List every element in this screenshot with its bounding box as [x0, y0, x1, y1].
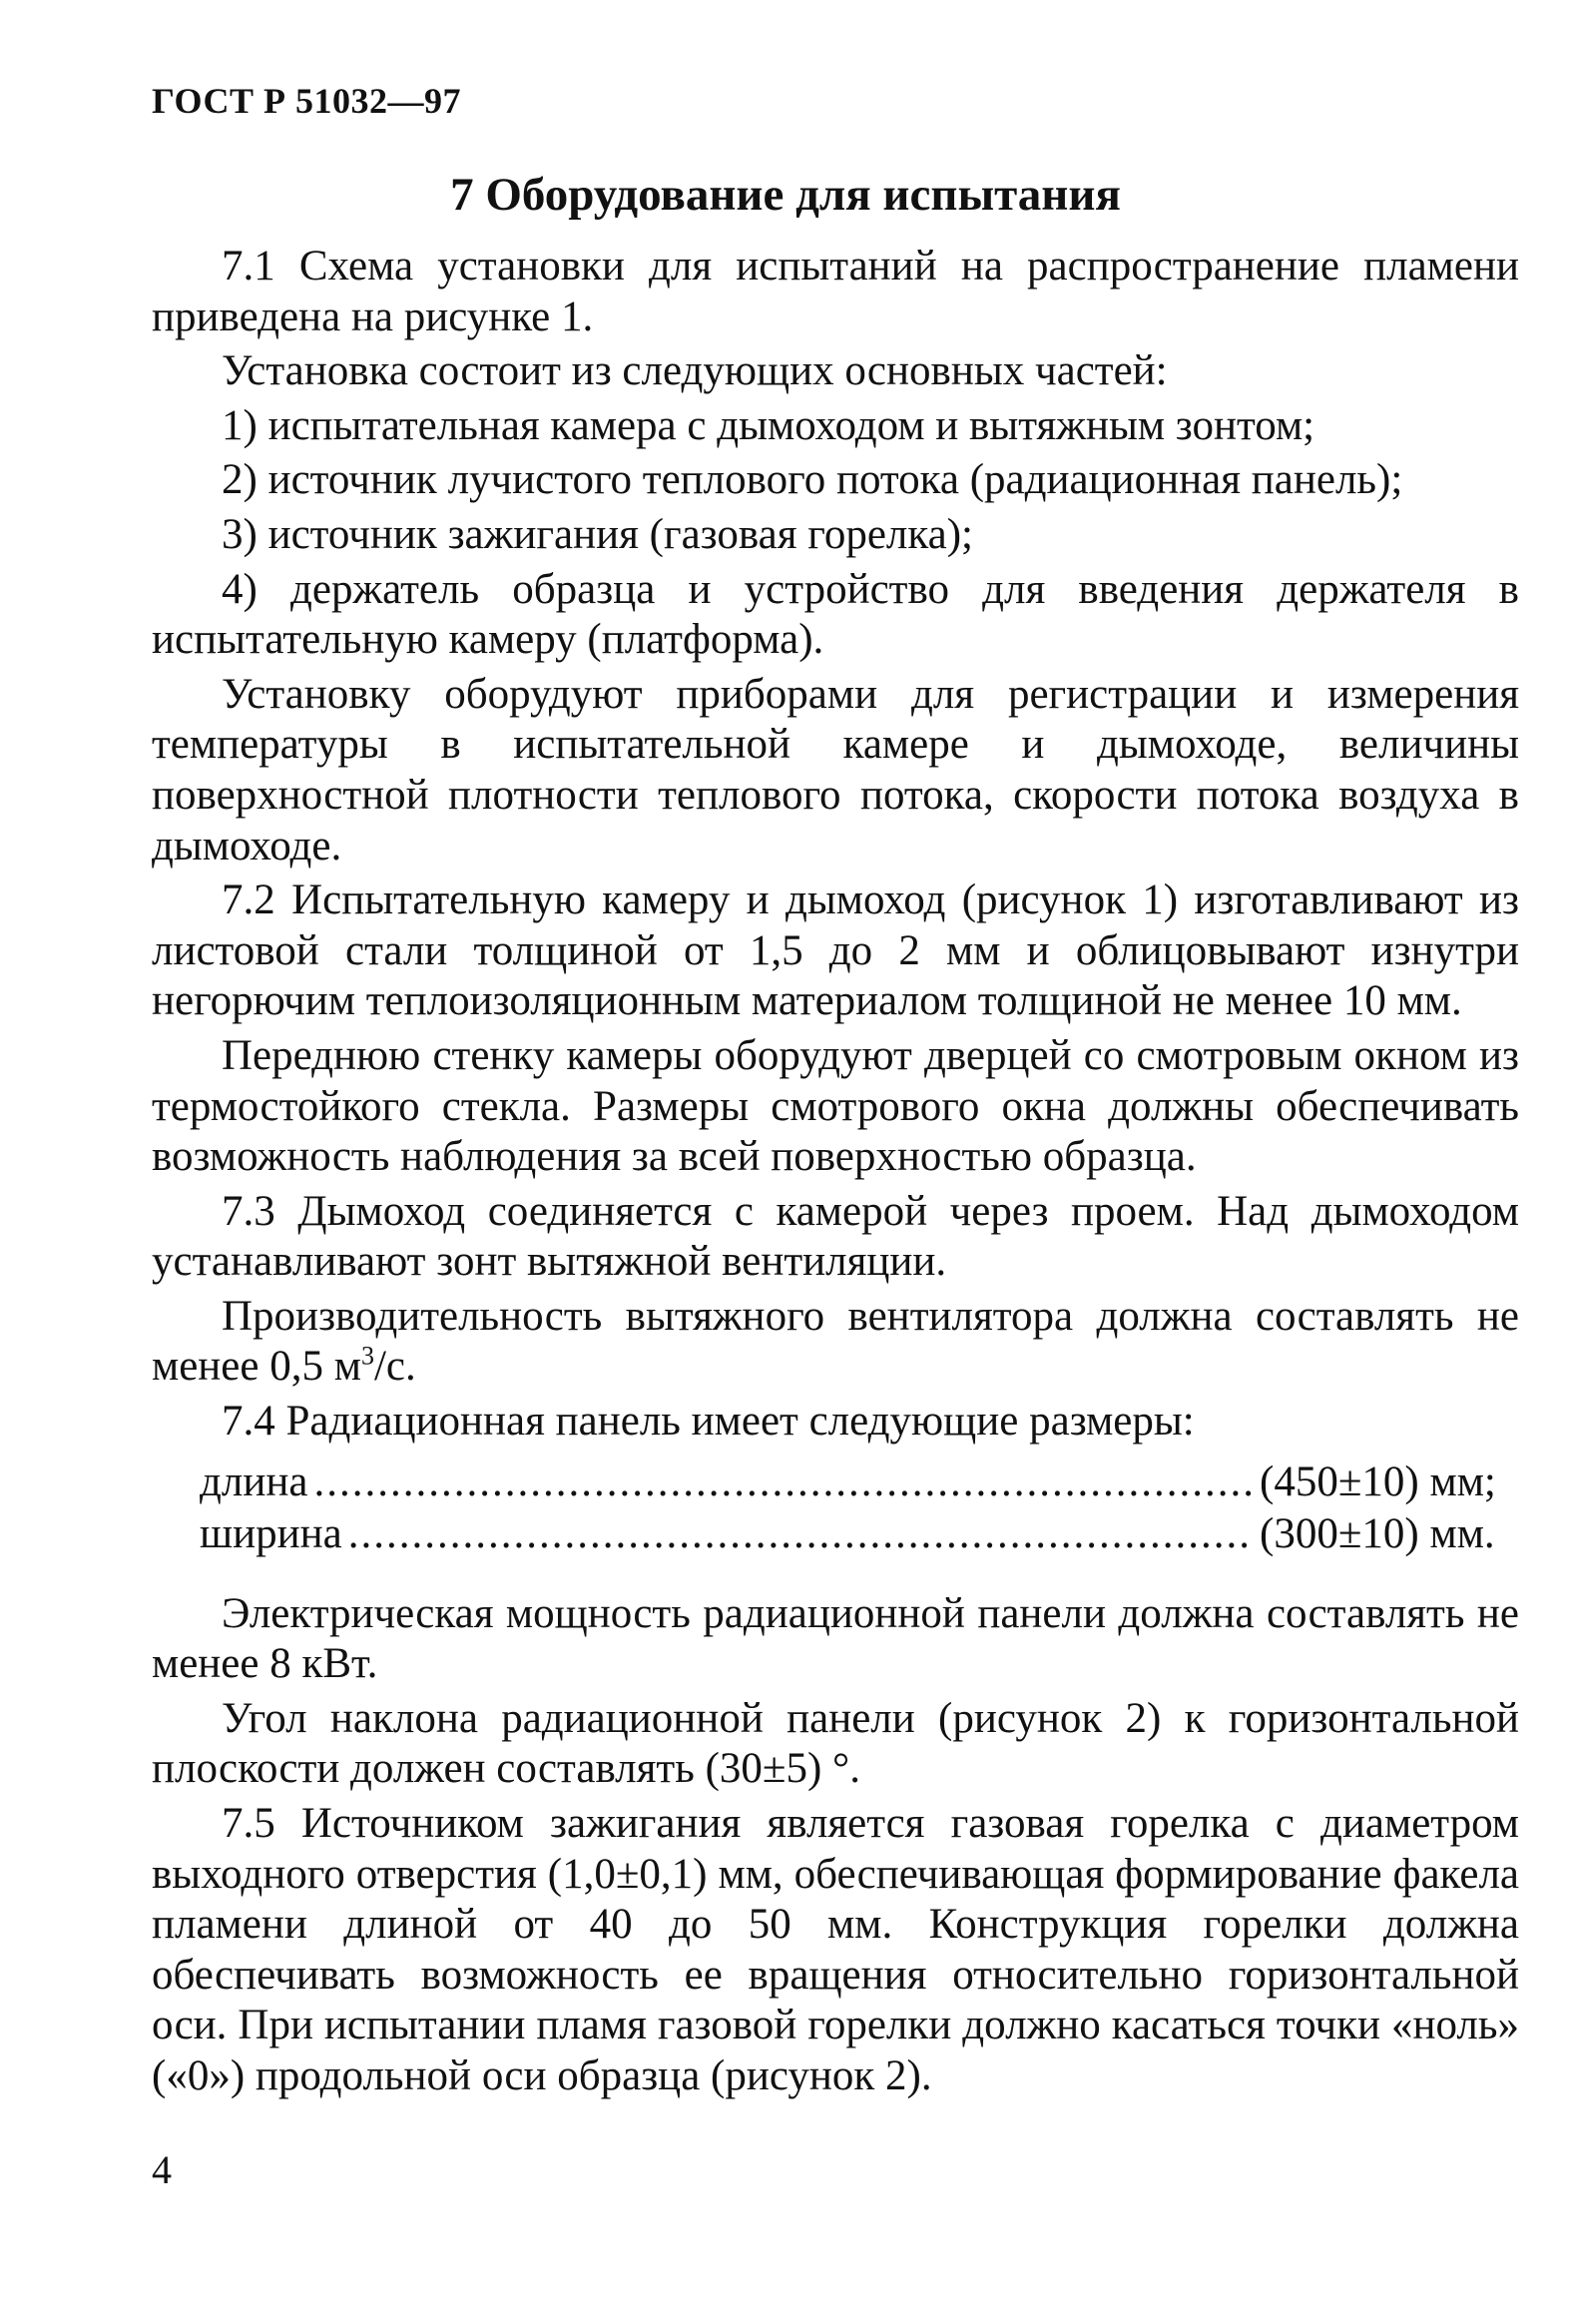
paragraph-7-3: 7.3 Дымоход соединяется с камерой через проем. Над дымоходом устанавливают зонт вытяжной вентиляции. — [152, 1187, 1519, 1286]
dimension-value: (450±10) мм; — [1260, 1457, 1496, 1505]
dot-leader — [348, 1509, 1254, 1560]
paragraph-7-1: 7.1 Схема установки для испытаний на распространение пламени приведена на рисунке 1. — [152, 243, 1519, 340]
document-code: ГОСТ Р 51032—97 — [152, 81, 461, 121]
section-title: 7 Оборудование для испытания — [450, 169, 1121, 221]
list-item-part-4: 4) держатель образца и устройство для введения держателя в испытательную камеру (платформа). — [152, 565, 1519, 664]
fan-unit-tail: /с. — [373, 1343, 416, 1391]
dimensions-list — [152, 1457, 1519, 1561]
paragraph-fan — [152, 1292, 1519, 1393]
paragraph-door: Переднюю стенку камеры оборудуют дверцей со смотровым окном из термостойкого стекла. Размеры смотрового окна должны обеспечивать возможность наблюдения за всей поверхностью образца. — [152, 1031, 1519, 1181]
paragraph-7-4: 7.4 Радиационная панель имеет следующие размеры: — [222, 1398, 1195, 1446]
dimension-name: длина — [200, 1457, 308, 1505]
page-number: 4 — [152, 2147, 172, 2192]
dimension-row-width — [152, 1509, 1519, 1561]
list-item-part-1: 1) испытательная камера с дымоходом и вытяжным зонтом; — [222, 401, 1315, 449]
list-item-part-3: 3) источник зажигания (газовая горелка); — [222, 510, 973, 558]
paragraph-angle: Угол наклона радиационной панели (рисунок 2) к горизонтальной плоскости должен составлять (30±5) °. — [152, 1694, 1519, 1793]
list-item-part-2: 2) источник лучистого теплового потока (радиационная панель); — [222, 456, 1403, 504]
dimension-value: (300±10) мм. — [1260, 1509, 1495, 1557]
dot-leader — [313, 1457, 1254, 1508]
fan-text: Производительность вытяжного вентилятора должна составлять не менее 0,5 м — [152, 1292, 1519, 1391]
paragraph-7-2: 7.2 Испытательную камеру и дымоход (рисунок 1) изготавливают из листовой стали толщиной от 1,5 до 2 мм и облицовывают изнутри негорючим теплоизоляционным материалом толщиной не менее 10 мм. — [152, 876, 1519, 1025]
paragraph-instruments: Установку оборудуют приборами для регистрации и измерения температуры в испытательной камере и дымоходе, величины поверхностной плотности теплового потока, скорости потока воздуха в дымоходе. — [152, 670, 1519, 870]
fan-superscript: 3 — [360, 1342, 374, 1372]
dimension-row-length — [152, 1457, 1519, 1509]
paragraph-7-5: 7.5 Источником зажигания является газовая горелка с диаметром выходного отверстия (1,0±0,1) мм, обеспечивающая формирование факела пламени длиной от 40 до 50 мм. Конструкция горелки должна обеспечивать возможность ее вращения относительно горизонтальной оси. При испытании пламя газовой горелки должно касаться точки «ноль» («0») продольной оси образца (рисунок 2). — [152, 1800, 1519, 2099]
paragraph-power: Электрическая мощность радиационной панели должна составлять не менее 8 кВт. — [152, 1589, 1519, 1688]
dimension-name: ширина — [200, 1509, 342, 1557]
paragraph-parts-intro: Установка состоит из следующих основных частей: — [222, 347, 1168, 395]
body-text — [152, 242, 1519, 2106]
